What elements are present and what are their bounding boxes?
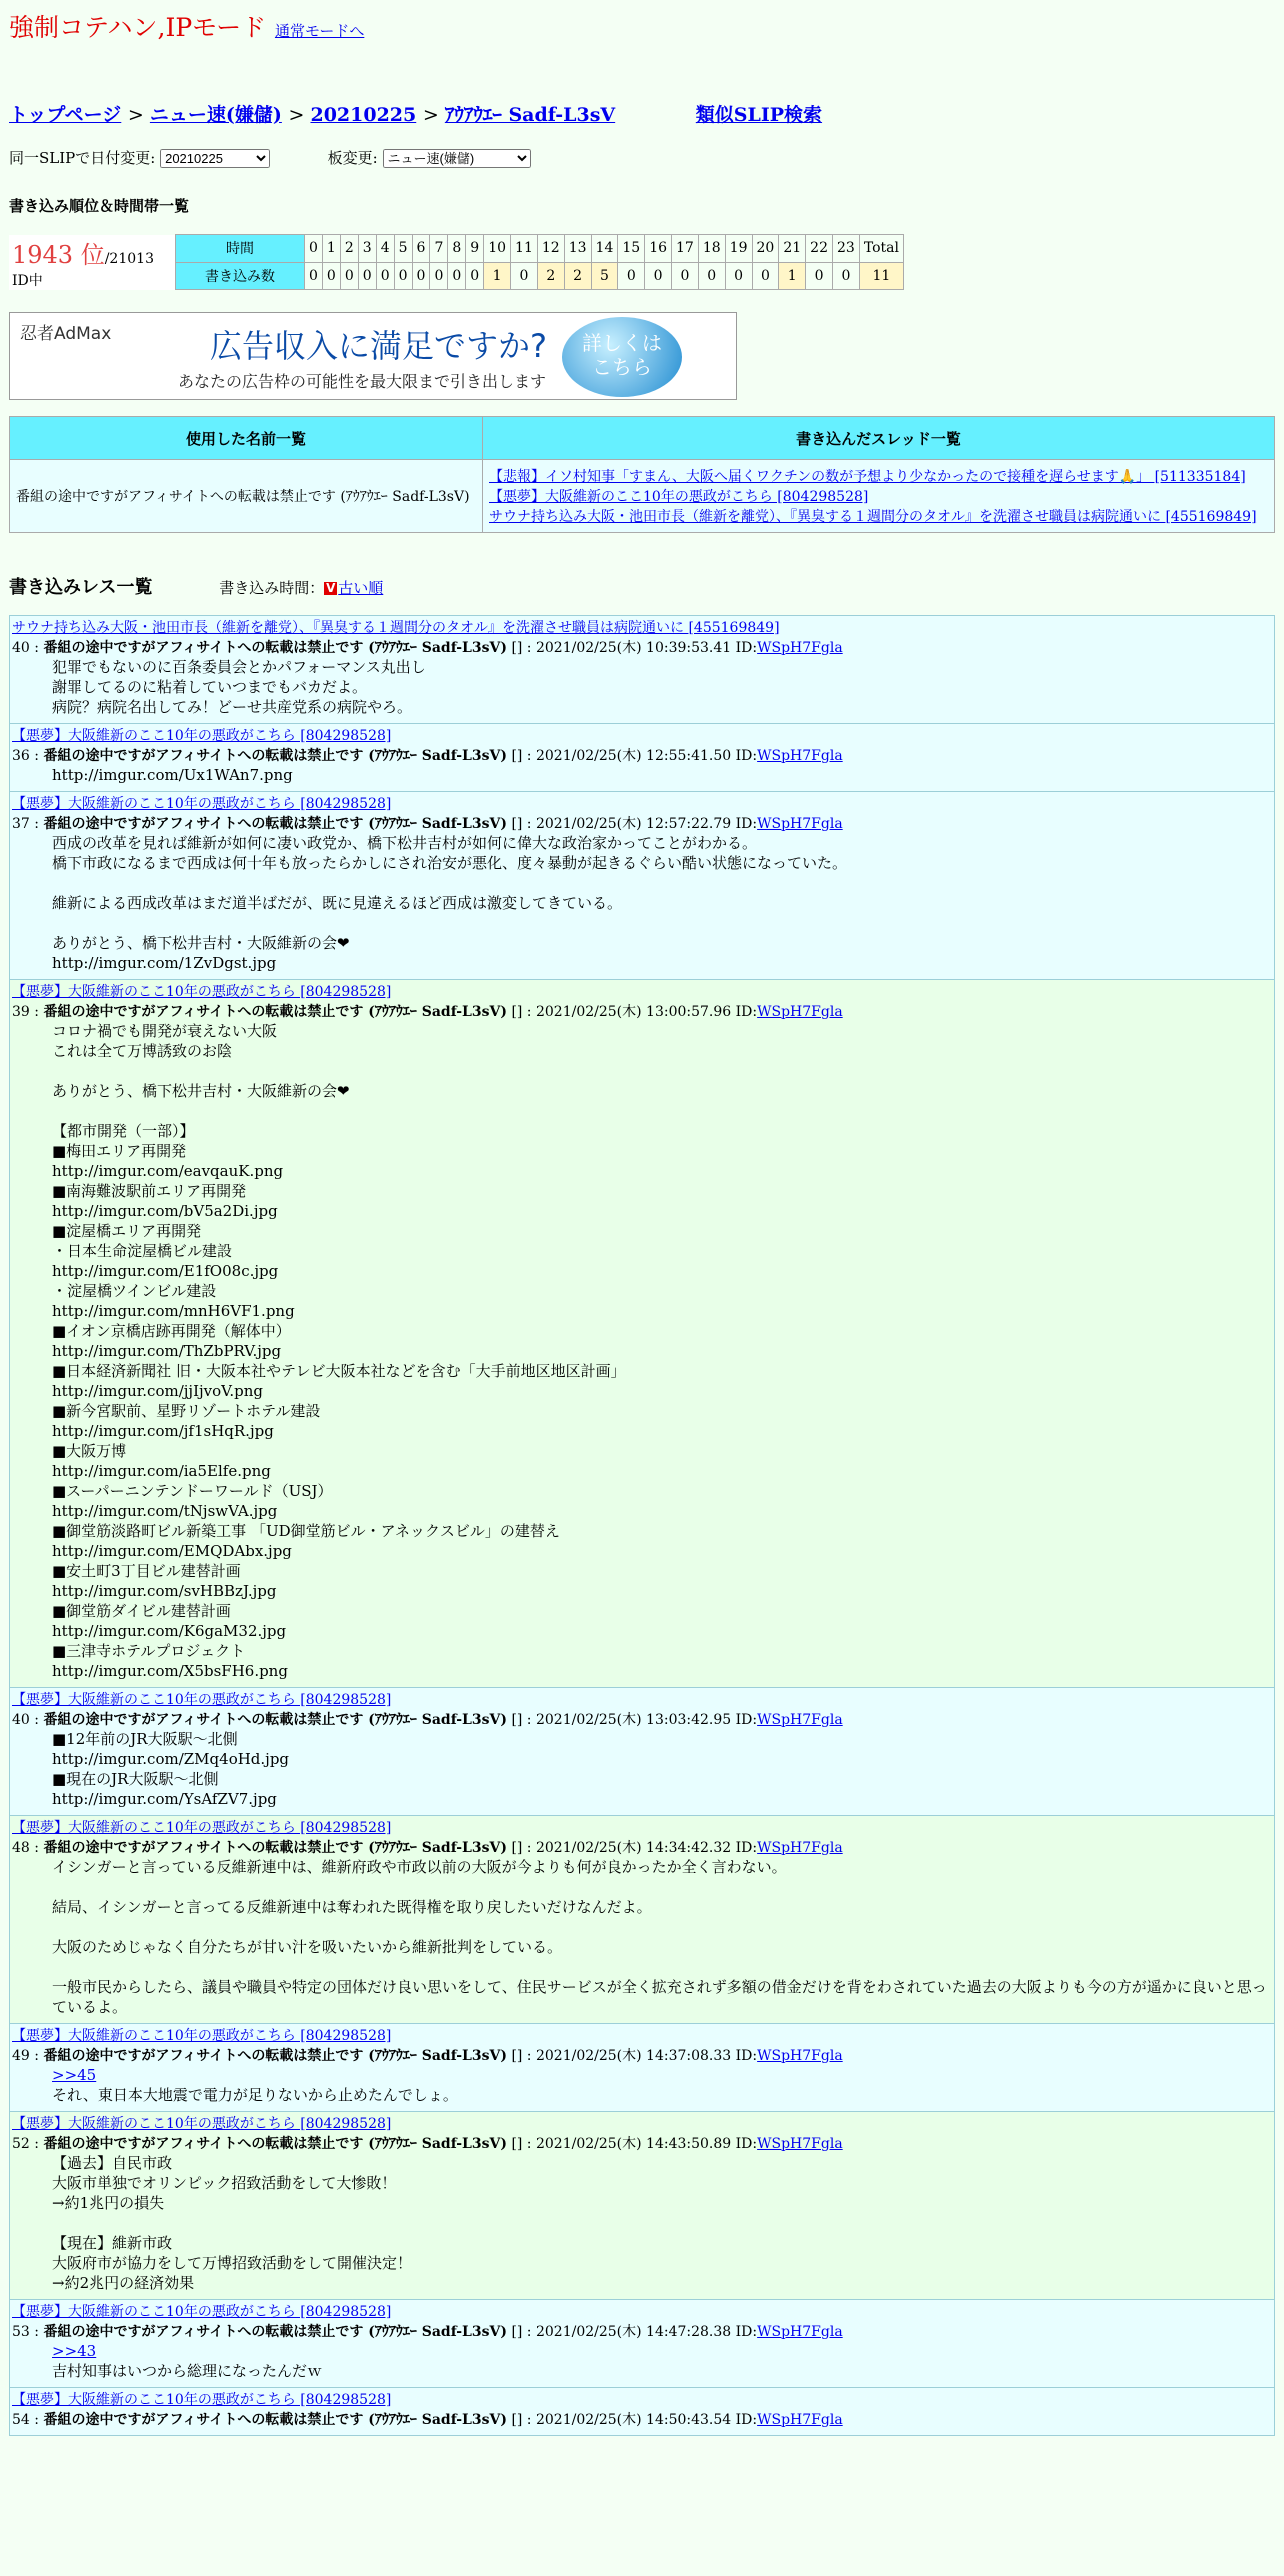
count-cell: 0 (394, 262, 412, 290)
summary-table (9, 416, 1275, 533)
breadcrumb-separator: > (127, 104, 150, 126)
post-body: 西成の改革を見れば維新が如何に凄い政党か、橋下松井吉村が如何に偉大な政治家かってことがわかる。 橋下市政になるまで西成は何十年も放ったらかしにされ治安が悪化、度々暴動が起きるぐらい酷い状態になっていた。 維新による西成改革はまだ道半ばだが、既に見違えるほど西成は激変してきている。 ありがとう、橋下松井吉村・大阪維新の会❤ http://imgur.com/1ZvDgst.jpg (52, 834, 848, 972)
rank-cell (9, 235, 176, 290)
hour-cell: 14 (591, 235, 618, 263)
hour-cell: 9 (466, 235, 484, 263)
breadcrumb (9, 100, 1275, 127)
breadcrumb-separator: > (288, 104, 311, 126)
post-author-name: 番組の途中ですがアフィサイトへの転載は禁止です (ｱｳｱｳｴｰ Sadf-L3sV) (43, 1840, 507, 1856)
post-author-name: 番組の途中ですがアフィサイトへの転載は禁止です (ｱｳｱｳｴｰ Sadf-L3sV) (43, 2136, 507, 2152)
post-item (9, 792, 1275, 980)
post-date: [] : 2021/02/25(木) 14:37:08.33 ID: (511, 2048, 758, 2064)
count-cell: 1 (779, 262, 806, 290)
post-author-name: 番組の途中ですがアフィサイトへの転載は禁止です (ｱｳｱｳｴｰ Sadf-L3sV) (43, 1712, 507, 1728)
ranking-section-title: 書き込み順位＆時間帯一覧 (9, 197, 190, 215)
count-cell: 0 (448, 262, 466, 290)
post-thread-link[interactable]: 【悪夢】大阪維新のここ10年の悪政がこちら [804298528] (12, 728, 392, 744)
count-cell: 0 (466, 262, 484, 290)
hour-cell: 3 (358, 235, 376, 263)
threads-column-header: 書き込んだスレッド一覧 (483, 417, 1275, 460)
rank-total: /21013 ID中 (12, 250, 154, 289)
board-change-label: 板変更: (327, 149, 378, 167)
hour-cell: 2 (340, 235, 358, 263)
post-author-name: 番組の途中ですがアフィサイトへの転載は禁止です (ｱｳｱｳｴｰ Sadf-L3sV) (43, 2412, 507, 2428)
post-date: [] : 2021/02/25(木) 10:39:53.41 ID: (511, 640, 758, 656)
post-anchor (52, 2065, 1272, 2085)
count-cell: 0 (698, 262, 725, 290)
post-date: [] : 2021/02/25(木) 13:03:42.95 ID: (511, 1712, 758, 1728)
post-number: 52 (12, 2136, 30, 2152)
normal-mode-link[interactable]: 通常モードへ (274, 22, 365, 40)
post-meta: 37 : 番組の途中ですがアフィサイトへの転載は禁止です (ｱｳｱｳｴｰ Sadf-L3sV) [] : 2021/02/25(木) 12:57:22.79 ID:WSpH7Fgla (12, 816, 843, 832)
post-thread-link[interactable]: 【悪夢】大阪維新のここ10年の悪政がこちら [804298528] (12, 2392, 392, 2408)
v-icon: V (326, 581, 336, 595)
count-cell: 2 (537, 262, 564, 290)
breadcrumb-board-link[interactable]: ニュー速(嫌儲) (149, 104, 282, 126)
post-item (9, 2024, 1275, 2112)
used-name-cell: 番組の途中ですがアフィサイトへの転載は禁止です (ｱｳｱｳｴｰ Sadf-L3sV) (10, 460, 483, 533)
thread-link[interactable]: サウナ持ち込み大阪・池田市長（維新を離党）、『異臭する１週間分のタオル』を洗濯させ職員は病院通いに [455169849] (489, 509, 1257, 525)
hour-cell: 10 (484, 235, 511, 263)
post-number: 39 (12, 1004, 30, 1020)
hour-cell: 12 (537, 235, 564, 263)
post-body: 【過去】自民市政 大阪市単独でオリンピック招致活動をして大惨敗！ →約1兆円の損失 【現在】維新市政 大阪府市が協力をして万博招致活動をして開催決定！ →約2兆円の経済効果 (52, 2154, 413, 2292)
post-number: 48 (12, 1840, 30, 1856)
post-meta: 52 : 番組の途中ですがアフィサイトへの転載は禁止です (ｱｳｱｳｴｰ Sadf-L3sV) [] : 2021/02/25(木) 14:43:50.89 ID:WSpH7Fgla (12, 2136, 843, 2152)
post-id-link[interactable]: WSpH7Fgla (757, 640, 843, 656)
ad-headline: 広告収入に満足ですか? (210, 327, 547, 365)
post-body: コロナ禍でも開発が衰えない大阪 これは全て万博誘致のお陰 ありがとう、橋下松井吉村・大阪維新の会❤ 【都市開発（一部）】 ■梅田エリア再開発 http://imgur.com/eavqauK.png ■南海難波駅前エリア再開発 http://imgur.com/bV5a2Di.jpg ■淀屋橋エリア再開発 ・日本生命淀屋橋ビル建設 http://imgur.com/E1fO08c.jpg ・淀屋橋ツインビル建設 http://imgur.com/mnH6VF1.png ■イオン京橋店跡再開発（解体中） http://imgur.com/ThZbPRV.jpg ■日本経済新聞社 旧・大阪本社やテレビ大阪本社などを含む「大手前地区地区計画」 http://imgur.com/jjIjvoV.png ■新今宮駅前、星野リゾートホテル建設 http://imgur.com/jf1sHqR.jpg ■大阪万博 http://imgur.com/ia5Elfe.png ■スーパーニンテンドーワールド（USJ） http://imgur.com/tNjswVA.jpg ■御堂筋淡路町ビル新築工事 「UD御堂筋ビル・アネックスビル」の建替え http://imgur.com/EMQDAbx.jpg ■安土町3丁目ビル建替計画 http://imgur.com/svHBBzJ.jpg ■御堂筋ダイビル建替計画 http://imgur.com/K6gaM32.jpg ■三津寺ホテルプロジェクト http://imgur.com/X5bsFH6.png (52, 1022, 626, 1680)
post-meta: 49 : 番組の途中ですがアフィサイトへの転載は禁止です (ｱｳｱｳｴｰ Sadf-L3sV) [] : 2021/02/25(木) 14:37:08.33 ID:WSpH7Fgla (12, 2048, 843, 2064)
count-cell: 0 (376, 262, 394, 290)
post-thread-link[interactable]: 【悪夢】大阪維新のここ10年の悪政がこちら [804298528] (12, 796, 392, 812)
post-author-name: 番組の途中ですがアフィサイトへの転載は禁止です (ｱｳｱｳｴｰ Sadf-L3sV) (43, 640, 507, 656)
post-date: [] : 2021/02/25(木) 12:55:41.50 ID: (511, 748, 758, 764)
post-author-name: 番組の途中ですがアフィサイトへの転載は禁止です (ｱｳｱｳｴｰ Sadf-L3sV) (43, 816, 507, 832)
mode-header (9, 8, 1275, 44)
threads-cell (483, 460, 1275, 533)
post-date: [] : 2021/02/25(木) 14:47:28.38 ID: (511, 2324, 758, 2340)
posts-header (9, 573, 1275, 615)
breadcrumb-date-link[interactable]: 20210225 (310, 104, 417, 126)
post-meta: 36 : 番組の途中ですがアフィサイトへの転載は禁止です (ｱｳｱｳｴｰ Sadf-L3sV) [] : 2021/02/25(木) 12:55:41.50 ID:WSpH7Fgla (12, 748, 843, 764)
hour-cell: 13 (564, 235, 591, 263)
time-row-label: 時間 (176, 235, 305, 263)
post-body: ■12年前のJR大阪駅〜北側 http://imgur.com/ZMq4oHd.jpg ■現在のJR大阪駅〜北側 http://imgur.com/YsAfZV7.jpg (52, 1730, 290, 1808)
post-author-name: 番組の途中ですがアフィサイトへの転載は禁止です (ｱｳｱｳｴｰ Sadf-L3sV) (43, 2324, 507, 2340)
post-thread-link[interactable]: 【悪夢】大阪維新のここ10年の悪政がこちら [804298528] (12, 2304, 392, 2320)
post-number: 49 (12, 2048, 30, 2064)
post-anchor (52, 2341, 1272, 2361)
oldest-order-link[interactable]: 古い順 (338, 579, 384, 597)
count-cell: 0 (672, 262, 699, 290)
post-item (9, 724, 1275, 792)
post-body: イシンガーと言っている反維新連中は、維新府政や市政以前の大阪が今よりも何が良かったか全く言わない。 結局、イシンガーと言ってる反維新連中は奪われた既得権を取り戻したいだけなんだよ。 大阪のためじゃなく自分たちが甘い汁を吸いたいから維新批判をしている。 一般市民からしたら、議員や職員や特定の団体だけ良い思いをして、住民サービスが全く拡充されず多額の借金だけを背をわされていた過去の大阪よりも今の方が遥かに良いと思っているよ。 (52, 1858, 1267, 2016)
post-thread-link[interactable]: 【悪夢】大阪維新のここ10年の悪政がこちら [804298528] (12, 1820, 392, 1836)
hour-cell: 8 (448, 235, 466, 263)
post-id-link[interactable]: WSpH7Fgla (757, 748, 843, 764)
post-date: [] : 2021/02/25(木) 13:00:57.96 ID: (511, 1004, 758, 1020)
hour-cell: 23 (832, 235, 859, 263)
hour-cell: 19 (725, 235, 752, 263)
ad-button-line: 詳しくは (582, 331, 662, 355)
post-item (9, 980, 1275, 1688)
count-row-label: 書き込み数 (176, 262, 305, 290)
post-number: 36 (12, 748, 30, 764)
post-item (9, 615, 1275, 724)
hour-cell: 17 (672, 235, 699, 263)
post-author-name: 番組の途中ですがアフィサイトへの転載は禁止です (ｱｳｱｳｴｰ Sadf-L3sV) (43, 748, 507, 764)
post-id-link[interactable]: WSpH7Fgla (757, 2324, 843, 2340)
post-body: 吉村知事はいつから総理になったんだｗ (52, 2362, 323, 2380)
count-cell: 0 (806, 262, 833, 290)
post-id-link[interactable]: WSpH7Fgla (757, 2136, 843, 2152)
post-thread-link[interactable]: サウナ持ち込み大阪・池田市長（維新を離党）、『異臭する１週間分のタオル』を洗濯させ職員は病院通いに [455169849] (12, 620, 780, 636)
post-meta: 48 : 番組の途中ですがアフィサイトへの転載は禁止です (ｱｳｱｳｴｰ Sadf-L3sV) [] : 2021/02/25(木) 14:34:42.32 ID:WSpH7Fgla (12, 1840, 843, 1856)
post-meta: 54 : 番組の途中ですがアフィサイトへの転載は禁止です (ｱｳｱｳｴｰ Sadf-L3sV) [] : 2021/02/25(木) 14:50:43.54 ID:WSpH7Fgla (12, 2412, 843, 2428)
total-header-cell: Total (859, 235, 903, 263)
ad-button-line: こちら (592, 355, 652, 379)
post-id-link[interactable]: WSpH7Fgla (757, 2412, 843, 2428)
count-cell: 0 (752, 262, 779, 290)
post-number: 40 (12, 1712, 30, 1728)
post-number: 40 (12, 640, 30, 656)
post-id-link[interactable]: WSpH7Fgla (757, 1004, 843, 1020)
post-item (9, 2112, 1275, 2300)
hour-cell: 7 (430, 235, 448, 263)
post-item (9, 1816, 1275, 2024)
ranking-table (9, 234, 904, 290)
post-author-name: 番組の途中ですがアフィサイトへの転載は禁止です (ｱｳｱｳｴｰ Sadf-L3sV) (43, 1004, 507, 1020)
thread-link[interactable]: 【悪夢】大阪維新のここ10年の悪政がこちら [804298528] (489, 489, 869, 505)
count-cell: 0 (322, 262, 340, 290)
hour-cell: 0 (305, 235, 323, 263)
count-cell: 0 (412, 262, 430, 290)
post-date: [] : 2021/02/25(木) 14:50:43.54 ID: (511, 2412, 758, 2428)
ad-subtext: あなたの広告枠の可能性を最大限まで引き出します (178, 372, 547, 391)
time-order-label: 書き込み時間： (219, 579, 325, 597)
total-count-cell: 11 (859, 262, 903, 290)
count-cell: 0 (725, 262, 752, 290)
board-select[interactable] (383, 149, 531, 168)
post-body: 犯罪でもないのに百条委員会とかパフォーマンス丸出し 謝罪してるのに粘着していつまでもバカだよ。 病院？病院名出してみ！どーせ共産党系の病院やろ。 (52, 658, 426, 716)
hour-cell: 22 (806, 235, 833, 263)
ad-banner[interactable] (9, 312, 737, 400)
rank-number: 1943 位 (12, 240, 105, 269)
count-cell: 0 (511, 262, 538, 290)
mode-title: 強制コテハン,IPモード (9, 13, 267, 42)
post-item (9, 2300, 1275, 2388)
breadcrumb-separator: > (422, 104, 445, 126)
names-column-header: 使用した名前一覧 (10, 417, 483, 460)
post-meta: 40 : 番組の途中ですがアフィサイトへの転載は禁止です (ｱｳｱｳｴｰ Sadf-L3sV) [] : 2021/02/25(木) 10:39:53.41 ID:WSpH7Fgla (12, 640, 843, 656)
hour-cell: 16 (645, 235, 672, 263)
date-change-label: 同一SLIPで日付変更: (9, 149, 156, 167)
post-author-name: 番組の途中ですがアフィサイトへの転載は禁止です (ｱｳｱｳｴｰ Sadf-L3sV) (43, 2048, 507, 2064)
count-cell: 0 (618, 262, 645, 290)
count-cell: 0 (430, 262, 448, 290)
reply-anchor-link[interactable]: >>45 (52, 2066, 97, 2084)
post-id-link[interactable]: WSpH7Fgla (757, 1840, 843, 1856)
post-thread-link[interactable]: 【悪夢】大阪維新のここ10年の悪政がこちら [804298528] (12, 2116, 392, 2132)
post-id-link[interactable]: WSpH7Fgla (757, 816, 843, 832)
hour-cell: 18 (698, 235, 725, 263)
count-cell: 0 (305, 262, 323, 290)
post-meta: 40 : 番組の途中ですがアフィサイトへの転載は禁止です (ｱｳｱｳｴｰ Sadf-L3sV) [] : 2021/02/25(木) 13:03:42.95 ID:WSpH7Fgla (12, 1712, 843, 1728)
hour-cell: 21 (779, 235, 806, 263)
posts-title: 書き込みレス一覧 (9, 577, 153, 598)
hour-cell: 5 (394, 235, 412, 263)
breadcrumb-top-link[interactable]: トップページ (9, 104, 122, 126)
post-thread-link[interactable]: 【悪夢】大阪維新のここ10年の悪政がこちら [804298528] (12, 2028, 392, 2044)
post-number: 53 (12, 2324, 30, 2340)
count-cell: 0 (340, 262, 358, 290)
post-body: それ、東日本大地震で電力が足りないから止めたんでしょ。 (52, 2086, 458, 2104)
post-meta: 39 : 番組の途中ですがアフィサイトへの転載は禁止です (ｱｳｱｳｴｰ Sadf-L3sV) [] : 2021/02/25(木) 13:00:57.96 ID:WSpH7Fgla (12, 1004, 843, 1020)
post-thread-link[interactable]: 【悪夢】大阪維新のここ10年の悪政がこちら [804298528] (12, 1692, 392, 1708)
page (0, 8, 1284, 2436)
breadcrumb-slip-link[interactable]: ｱｳｱｳｴｰ Sadf-L3sV (444, 104, 616, 126)
reply-anchor-link[interactable]: >>43 (52, 2342, 97, 2360)
date-select[interactable] (160, 149, 270, 168)
count-cell: 2 (564, 262, 591, 290)
hour-cell: 1 (322, 235, 340, 263)
count-cell: 0 (645, 262, 672, 290)
ad-details-button[interactable] (562, 317, 682, 397)
post-id-link[interactable]: WSpH7Fgla (757, 1712, 843, 1728)
select-bar (9, 147, 1275, 171)
hour-cell: 6 (412, 235, 430, 263)
count-cell: 5 (591, 262, 618, 290)
hour-cell: 11 (511, 235, 538, 263)
post-thread-link[interactable]: 【悪夢】大阪維新のここ10年の悪政がこちら [804298528] (12, 984, 392, 1000)
count-cell: 0 (358, 262, 376, 290)
post-id-link[interactable]: WSpH7Fgla (757, 2048, 843, 2064)
post-body: http://imgur.com/Ux1WAn7.png (52, 766, 293, 784)
thread-link[interactable]: 【悲報】イソ村知事「すまん、大阪へ届くワクチンの数が予想より少なかったので接種を遅らせます🙏」 [511335184] (489, 469, 1246, 485)
hour-cell: 15 (618, 235, 645, 263)
posts-list (9, 615, 1275, 2436)
hour-cell: 4 (376, 235, 394, 263)
post-item (9, 2388, 1275, 2436)
count-cell: 0 (832, 262, 859, 290)
post-date: [] : 2021/02/25(木) 14:43:50.89 ID: (511, 2136, 758, 2152)
ad-brand-logo: 忍者AdMax (20, 324, 112, 344)
count-cell: 1 (484, 262, 511, 290)
post-item (9, 1688, 1275, 1816)
similar-slip-search-link[interactable]: 類似SLIP検索 (695, 104, 823, 126)
post-meta: 53 : 番組の途中ですがアフィサイトへの転載は禁止です (ｱｳｱｳｴｰ Sadf-L3sV) [] : 2021/02/25(木) 14:47:28.38 ID:WSpH7Fgla (12, 2324, 843, 2340)
hour-cell: 20 (752, 235, 779, 263)
post-date: [] : 2021/02/25(木) 12:57:22.79 ID: (511, 816, 758, 832)
post-number: 37 (12, 816, 30, 832)
post-number: 54 (12, 2412, 30, 2428)
post-date: [] : 2021/02/25(木) 14:34:42.32 ID: (511, 1840, 758, 1856)
